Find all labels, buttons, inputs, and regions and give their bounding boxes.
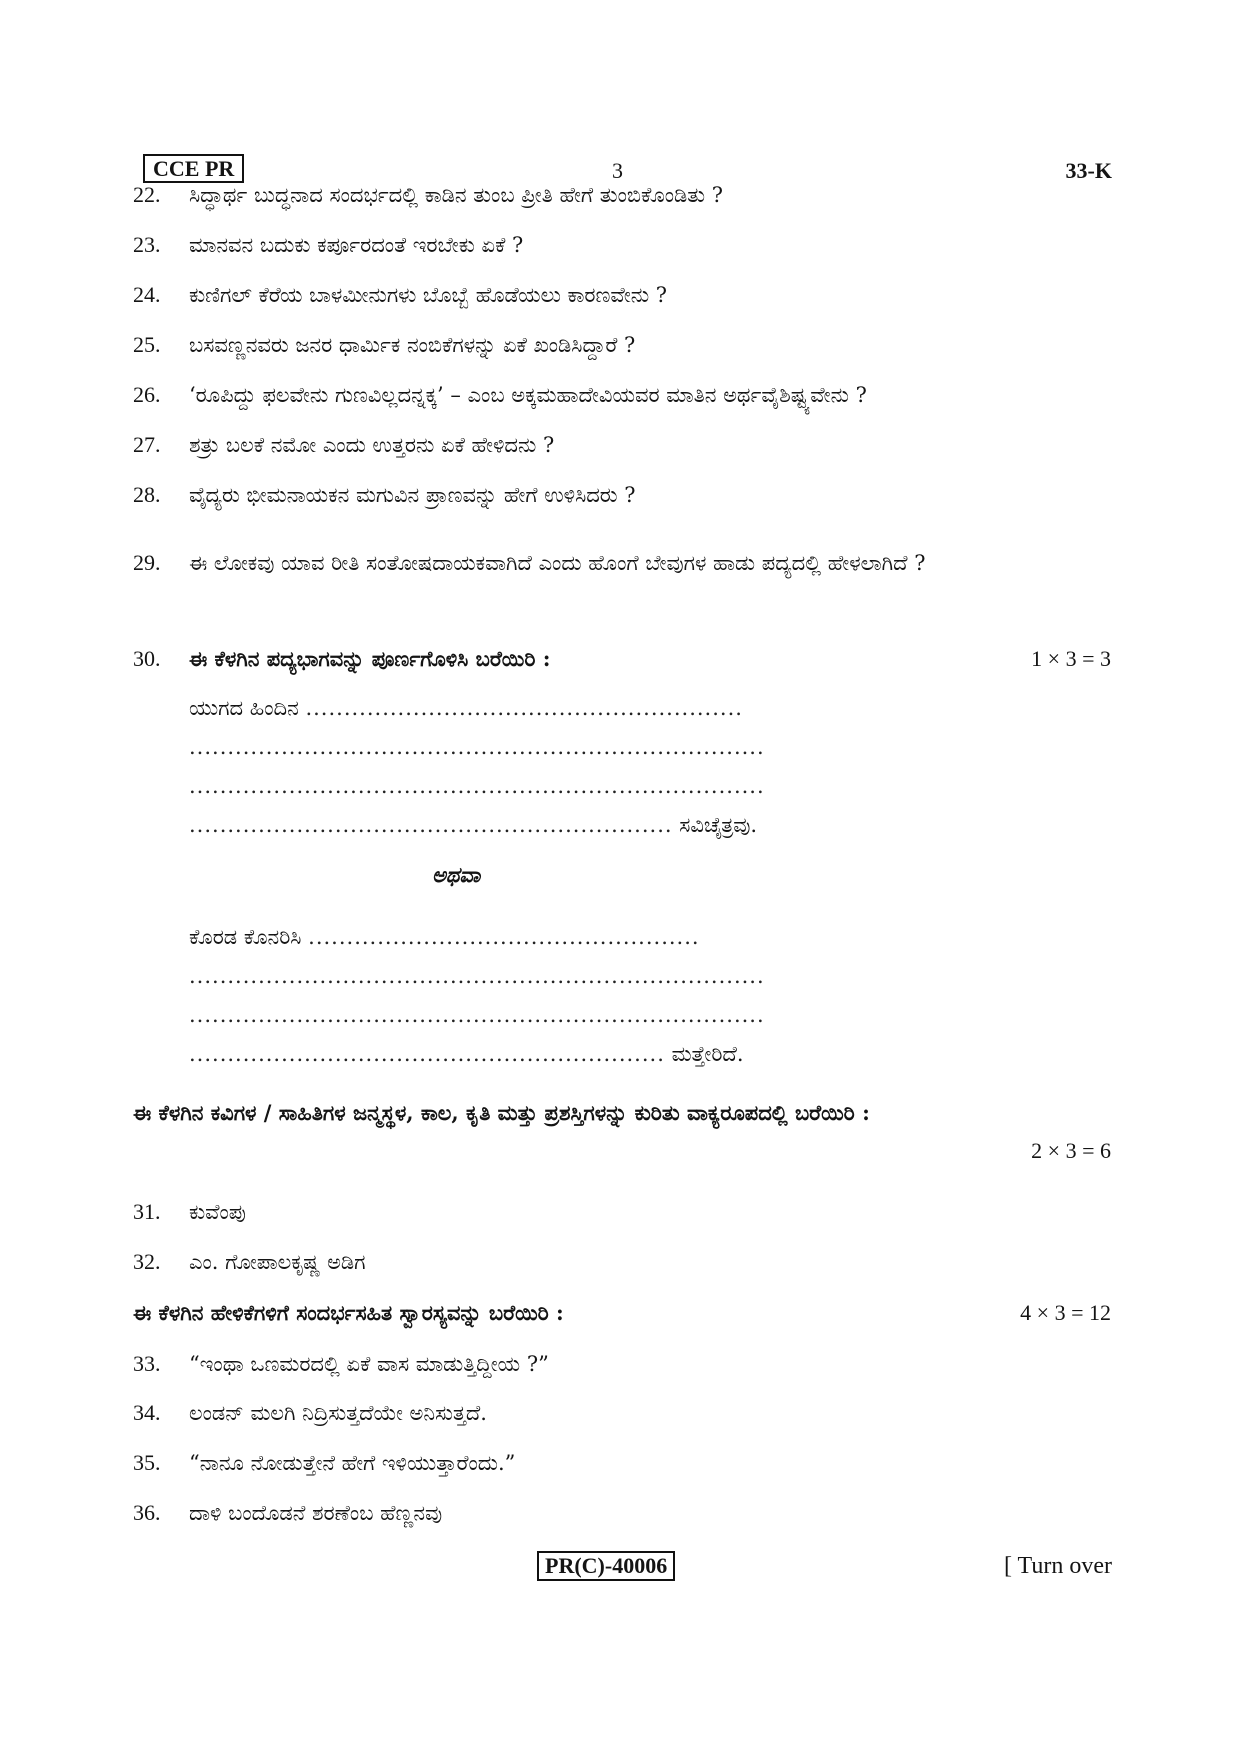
question-text: “ನಾನೂ ನೋಡುತ್ತೇನೆ ಹೇಗೆ ಇಳಿಯುತ್ತಾರೆಂದು.” xyxy=(189,1451,516,1475)
question-36 xyxy=(133,1494,1111,1532)
question-number: 35. xyxy=(133,1450,161,1475)
paper-code: 33-K xyxy=(1065,158,1112,183)
dotted-blank: ............................................................... xyxy=(189,813,673,837)
question-text: ಲಂಡನ್ ಮಲಗಿ ನಿದ್ರಿಸುತ್ತದೆಯೇ ಅನಿಸುತ್ತದೆ. xyxy=(189,1401,487,1425)
question-text: ವೈದ್ಯರು ಭೀಮನಾಯಕನ ಮಗುವಿನ ಪ್ರಾಣವನ್ನು ಹೇಗೆ ಉಳಿಸಿದರು ? xyxy=(189,483,636,507)
question-number: 36. xyxy=(133,1500,161,1525)
footer-paper-code: PR(C)-40006 xyxy=(537,1551,675,1581)
question-35 xyxy=(133,1444,1111,1482)
question-25 xyxy=(133,326,1111,364)
question-32 xyxy=(133,1243,1111,1281)
turn-over-label: [ Turn over xyxy=(1003,1553,1112,1579)
dotted-blank: .............................................................. xyxy=(189,1042,665,1066)
dotted-blank: ........................................................................... xyxy=(189,1003,765,1027)
question-28 xyxy=(133,476,1111,514)
question-number: 30. xyxy=(133,646,161,671)
question-33 xyxy=(133,1345,1111,1383)
poem-2-fill-in xyxy=(189,918,765,1074)
section-c-instruction: ಈ ಕೆಳಗಿನ ಹೇಳಿಕೆಗಳಿಗೆ ಸಂದರ್ಭಸಹಿತ ಸ್ವಾರಸ್ಯವನ್ನು ಬರೆಯಿರಿ : xyxy=(133,1300,564,1325)
question-number: 27. xyxy=(133,432,161,457)
question-text: ಬಸವಣ್ಣನವರು ಜನರ ಧಾರ್ಮಿಕ ನಂಬಿಕೆಗಳನ್ನು ಏಕೆ ಖಂಡಿಸಿದ್ದಾರೆ ? xyxy=(189,333,636,357)
dotted-blank: ........................................................................... xyxy=(189,735,765,759)
question-30 xyxy=(133,640,1111,678)
question-text: ಸಿದ್ಧಾರ್ಥ ಬುದ್ಧನಾದ ಸಂದರ್ಭದಲ್ಲಿ ಕಾಡಿನ ತುಂಬ ಪ್ರೀತಿ ಹೇಗೆ ತುಂಬಿಕೊಂಡಿತು ? xyxy=(189,183,723,207)
poem-1-end: ಸವಿಚೈತ್ರವು. xyxy=(679,813,758,837)
question-number: 25. xyxy=(133,332,161,357)
poem-2-end: ಮತ್ತೇರಿದೆ. xyxy=(671,1042,744,1066)
question-text: ಕುಣಿಗಲ್ ಕೆರೆಯ ಬಾಳಮೀನುಗಳು ಬೊಬ್ಬೆ ಹೊಡೆಯಲು ಕಾರಣವೇನು ? xyxy=(189,283,668,307)
section-b-instruction: ಈ ಕೆಳಗಿನ ಕವಿಗಳ / ಸಾಹಿತಿಗಳ ಜನ್ಮಸ್ಥಳ, ಕಾಲ, ಕೃತಿ ಮತ್ತು ಪ್ರಶಸ್ತಿಗಳನ್ನು ಕುರಿತು ವಾಕ್ಯರೂಪದಲ್ಲಿ ಬರೆಯಿರಿ : xyxy=(133,1100,870,1125)
question-29 xyxy=(133,544,1111,582)
question-number: 34. xyxy=(133,1400,161,1425)
question-number: 26. xyxy=(133,382,161,407)
cce-pr-label: CCE PR xyxy=(143,154,244,183)
poem-1-fill-in xyxy=(189,689,765,845)
section-b-instruction-block xyxy=(133,1094,1111,1163)
or-label: ಅಥವಾ xyxy=(432,862,481,887)
question-31 xyxy=(133,1193,1111,1231)
question-text: “ಇಂಥಾ ಒಣಮರದಲ್ಲಿ ಏಕೆ ವಾಸ ಮಾಡುತ್ತಿದ್ದೀಯ ?” xyxy=(189,1352,549,1376)
question-text: ಈ ಲೋಕವು ಯಾವ ರೀತಿ ಸಂತೋಷದಾಯಕವಾಗಿದೆ ಎಂದು ಹೊಂಗೆ ಬೇವುಗಳ ಹಾಡು ಪದ್ಯದಲ್ಲಿ ಹೇಳಲಾಗಿದೆ ? xyxy=(189,551,926,575)
question-27 xyxy=(133,426,1111,464)
question-text: ಎಂ. ಗೋಪಾಲಕೃಷ್ಣ ಅಡಿಗ xyxy=(189,1250,366,1274)
question-number: 29. xyxy=(133,550,161,575)
dotted-blank: ......................................................... xyxy=(305,696,743,720)
question-30-marks: 1 × 3 = 3 xyxy=(1031,646,1111,671)
question-number: 23. xyxy=(133,232,161,257)
question-34 xyxy=(133,1394,1111,1432)
section-b-marks: 2 × 3 = 6 xyxy=(1031,1138,1111,1163)
question-number: 33. xyxy=(133,1351,161,1376)
section-c-marks: 4 × 3 = 12 xyxy=(1020,1300,1111,1325)
question-text: ಕುವೆಂಪು xyxy=(189,1200,246,1224)
question-24 xyxy=(133,276,1111,314)
question-number: 28. xyxy=(133,482,161,507)
question-23 xyxy=(133,226,1111,264)
question-text: ದಾಳಿ ಬಂದೊಡನೆ ಶರಣೆಂಬ ಹೆಣ್ಣನವು xyxy=(189,1501,443,1525)
poem-1-start: ಯುಗದ ಹಿಂದಿನ xyxy=(189,696,299,720)
question-number: 32. xyxy=(133,1249,161,1274)
question-text: ಶತ್ರು ಬಲಕೆ ನಮೋ ಎಂದು ಉತ್ತರನು ಏಕೆ ಹೇಳಿದನು ? xyxy=(189,433,555,457)
section-c-instruction-block xyxy=(133,1294,1111,1332)
page-number: 3 xyxy=(612,158,623,183)
question-number: 24. xyxy=(133,282,161,307)
poem-2-start: ಕೊರಡ ಕೊನರಿಸಿ xyxy=(189,925,302,949)
question-number: 22. xyxy=(133,182,161,207)
dotted-blank: ........................................................................... xyxy=(189,964,765,988)
question-text: ಮಾನವನ ಬದುಕು ಕರ್ಪೂರದಂತೆ ಇರಬೇಕು ಏಕೆ ? xyxy=(189,233,524,257)
dotted-blank: ........................................................................... xyxy=(189,774,765,798)
question-text: ‘ರೂಪಿದ್ದು ಫಲವೇನು ಗುಣವಿಲ್ಲದನ್ನಕ್ಕ’ – ಎಂಬ ಅಕ್ಕಮಹಾದೇವಿಯವರ ಮಾತಿನ ಅರ್ಥವೈಶಿಷ್ಟ್ಯವೇನು ? xyxy=(189,383,867,407)
dotted-blank: ................................................... xyxy=(308,925,700,949)
question-number: 31. xyxy=(133,1199,161,1224)
question-22 xyxy=(133,176,1111,214)
question-26 xyxy=(133,376,1111,414)
question-30-instruction: ಈ ಕೆಳಗಿನ ಪದ್ಯಭಾಗವನ್ನು ಪೂರ್ಣಗೊಳಿಸಿ ಬರೆಯಿರಿ : xyxy=(189,646,551,671)
